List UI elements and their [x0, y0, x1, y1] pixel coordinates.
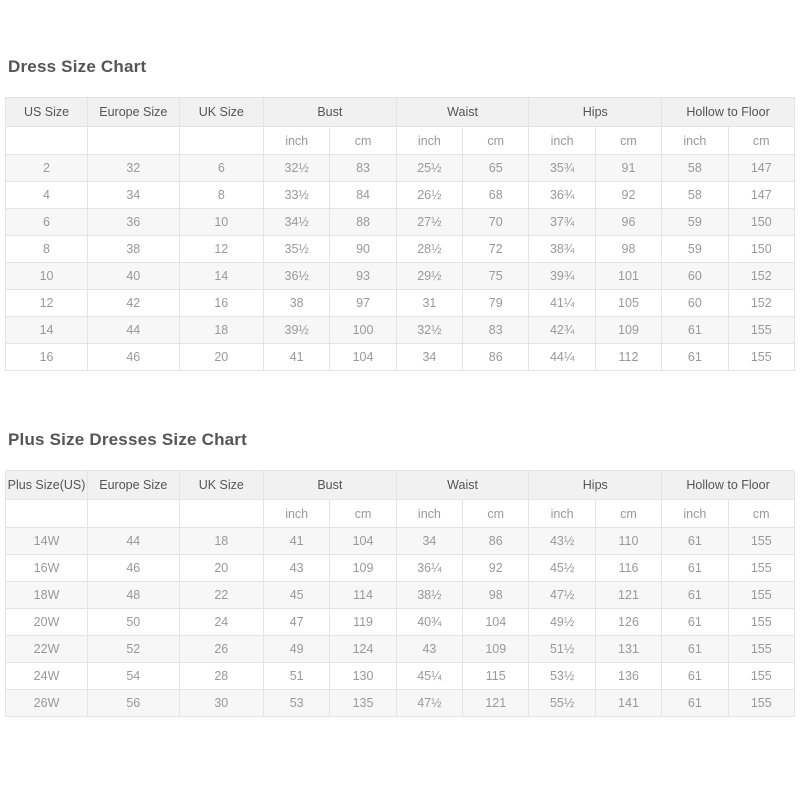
unit-header: inch	[529, 500, 595, 528]
table-cell: 43	[264, 555, 330, 582]
table-cell: 92	[595, 182, 661, 209]
table-cell: 10	[179, 209, 263, 236]
group-header: Bust	[264, 98, 397, 127]
table-cell: 36	[88, 209, 180, 236]
empty-header-cell	[6, 127, 88, 155]
table-cell: 92	[463, 555, 529, 582]
table-cell: 105	[595, 290, 661, 317]
unit-header: inch	[529, 127, 595, 155]
table-cell: 44¼	[529, 344, 595, 371]
table-cell: 32	[88, 155, 180, 182]
table-cell: 79	[463, 290, 529, 317]
unit-header: inch	[662, 500, 728, 528]
table-cell: 18W	[6, 582, 88, 609]
table-cell: 12	[6, 290, 88, 317]
table-cell: 47½	[529, 582, 595, 609]
table-cell: 136	[595, 663, 661, 690]
dress-size-table	[5, 97, 795, 371]
table-cell: 41	[264, 528, 330, 555]
table-cell: 28	[179, 663, 263, 690]
table-cell: 44	[88, 528, 180, 555]
table-cell: 29½	[396, 263, 462, 290]
table-cell: 24	[179, 609, 263, 636]
unit-header: inch	[396, 127, 462, 155]
table-cell: 45¼	[396, 663, 462, 690]
table-row	[6, 582, 795, 609]
table-cell: 101	[595, 263, 661, 290]
table-cell: 4	[6, 182, 88, 209]
table-cell: 10	[6, 263, 88, 290]
table-cell: 35¾	[529, 155, 595, 182]
table-cell: 88	[330, 209, 396, 236]
unit-header: cm	[595, 127, 661, 155]
table-cell: 61	[662, 663, 728, 690]
table-cell: 51½	[529, 636, 595, 663]
table-cell: 124	[330, 636, 396, 663]
unit-header-row	[6, 127, 795, 155]
dress-size-table-body	[6, 155, 795, 371]
table-cell: 100	[330, 317, 396, 344]
table-cell: 61	[662, 528, 728, 555]
table-cell: 109	[595, 317, 661, 344]
table-cell: 34	[396, 344, 462, 371]
table-cell: 27½	[396, 209, 462, 236]
table-row	[6, 528, 795, 555]
table-cell: 47	[264, 609, 330, 636]
table-cell: 56	[88, 690, 180, 717]
table-cell: 98	[463, 582, 529, 609]
table-cell: 104	[463, 609, 529, 636]
table-row	[6, 690, 795, 717]
table-cell: 155	[728, 344, 794, 371]
header-row	[6, 471, 795, 500]
table-cell: 54	[88, 663, 180, 690]
column-header: US Size	[6, 98, 88, 127]
table-row	[6, 344, 795, 371]
table-cell: 26½	[396, 182, 462, 209]
table-cell: 61	[662, 690, 728, 717]
column-header: UK Size	[179, 98, 263, 127]
table-cell: 38	[88, 236, 180, 263]
group-header: Bust	[264, 471, 397, 500]
table-cell: 98	[595, 236, 661, 263]
group-header: Hips	[529, 471, 662, 500]
empty-header-cell	[179, 500, 263, 528]
table-cell: 18	[179, 528, 263, 555]
unit-header: cm	[728, 127, 794, 155]
table-cell: 130	[330, 663, 396, 690]
table-cell: 86	[463, 528, 529, 555]
table-cell: 104	[330, 344, 396, 371]
table-cell: 49	[264, 636, 330, 663]
table-cell: 50	[88, 609, 180, 636]
table-cell: 39½	[264, 317, 330, 344]
table-cell: 114	[330, 582, 396, 609]
table-cell: 83	[463, 317, 529, 344]
unit-header: cm	[463, 500, 529, 528]
table-cell: 58	[662, 182, 728, 209]
table-cell: 24W	[6, 663, 88, 690]
plus-size-chart-title: Plus Size Dresses Size Chart	[8, 430, 247, 449]
table-cell: 61	[662, 609, 728, 636]
table-cell: 6	[6, 209, 88, 236]
table-cell: 14	[179, 263, 263, 290]
table-cell: 121	[595, 582, 661, 609]
group-header: Hollow to Floor	[662, 471, 795, 500]
group-header: Waist	[396, 471, 529, 500]
table-cell: 22W	[6, 636, 88, 663]
table-cell: 59	[662, 236, 728, 263]
table-cell: 49½	[529, 609, 595, 636]
table-cell: 91	[595, 155, 661, 182]
table-cell: 8	[6, 236, 88, 263]
table-cell: 104	[330, 528, 396, 555]
table-cell: 38¾	[529, 236, 595, 263]
empty-header-cell	[88, 500, 180, 528]
table-row	[6, 555, 795, 582]
table-cell: 61	[662, 344, 728, 371]
table-cell: 121	[463, 690, 529, 717]
table-cell: 75	[463, 263, 529, 290]
empty-header-cell	[88, 127, 180, 155]
table-cell: 51	[264, 663, 330, 690]
table-cell: 33½	[264, 182, 330, 209]
table-cell: 20	[179, 555, 263, 582]
table-cell: 28½	[396, 236, 462, 263]
column-header: Europe Size	[88, 98, 180, 127]
column-header: Plus Size(US)	[6, 471, 88, 500]
table-cell: 155	[728, 317, 794, 344]
table-cell: 58	[662, 155, 728, 182]
table-cell: 31	[396, 290, 462, 317]
plus-size-table-head	[6, 471, 795, 528]
table-cell: 25½	[396, 155, 462, 182]
table-cell: 155	[728, 690, 794, 717]
table-cell: 110	[595, 528, 661, 555]
table-cell: 150	[728, 236, 794, 263]
table-cell: 20W	[6, 609, 88, 636]
unit-header: inch	[662, 127, 728, 155]
unit-header-row	[6, 500, 795, 528]
table-cell: 36¾	[529, 182, 595, 209]
table-cell: 42¾	[529, 317, 595, 344]
table-cell: 14W	[6, 528, 88, 555]
table-cell: 16	[179, 290, 263, 317]
table-cell: 38	[264, 290, 330, 317]
unit-header: inch	[264, 127, 330, 155]
table-row	[6, 609, 795, 636]
table-cell: 46	[88, 344, 180, 371]
table-row	[6, 209, 795, 236]
table-cell: 109	[330, 555, 396, 582]
table-cell: 126	[595, 609, 661, 636]
table-cell: 35½	[264, 236, 330, 263]
table-cell: 45½	[529, 555, 595, 582]
table-cell: 40	[88, 263, 180, 290]
table-cell: 70	[463, 209, 529, 236]
table-cell: 37¾	[529, 209, 595, 236]
group-header: Waist	[396, 98, 529, 127]
table-cell: 155	[728, 528, 794, 555]
table-cell: 131	[595, 636, 661, 663]
dress-size-table-head	[6, 98, 795, 155]
group-header: Hollow to Floor	[662, 98, 795, 127]
table-cell: 61	[662, 555, 728, 582]
table-cell: 68	[463, 182, 529, 209]
group-header: Hips	[529, 98, 662, 127]
table-cell: 83	[330, 155, 396, 182]
table-row	[6, 155, 795, 182]
table-cell: 44	[88, 317, 180, 344]
table-cell: 93	[330, 263, 396, 290]
table-cell: 45	[264, 582, 330, 609]
table-cell: 90	[330, 236, 396, 263]
table-cell: 59	[662, 209, 728, 236]
table-cell: 112	[595, 344, 661, 371]
table-cell: 86	[463, 344, 529, 371]
dress-size-chart-title: Dress Size Chart	[8, 57, 147, 76]
table-cell: 72	[463, 236, 529, 263]
table-cell: 16W	[6, 555, 88, 582]
table-cell: 155	[728, 582, 794, 609]
table-cell: 47½	[396, 690, 462, 717]
plus-size-table-body	[6, 528, 795, 717]
table-cell: 60	[662, 263, 728, 290]
table-cell: 34½	[264, 209, 330, 236]
table-cell: 43½	[529, 528, 595, 555]
table-cell: 39¾	[529, 263, 595, 290]
table-cell: 135	[330, 690, 396, 717]
table-cell: 155	[728, 636, 794, 663]
table-cell: 84	[330, 182, 396, 209]
table-row	[6, 636, 795, 663]
table-cell: 52	[88, 636, 180, 663]
table-cell: 61	[662, 317, 728, 344]
unit-header: cm	[728, 500, 794, 528]
unit-header: inch	[264, 500, 330, 528]
unit-header: inch	[396, 500, 462, 528]
table-cell: 147	[728, 155, 794, 182]
table-cell: 155	[728, 555, 794, 582]
table-row	[6, 236, 795, 263]
unit-header: cm	[330, 127, 396, 155]
table-cell: 152	[728, 290, 794, 317]
table-cell: 38½	[396, 582, 462, 609]
table-cell: 43	[396, 636, 462, 663]
table-cell: 26W	[6, 690, 88, 717]
table-cell: 155	[728, 663, 794, 690]
table-row	[6, 663, 795, 690]
table-cell: 60	[662, 290, 728, 317]
table-cell: 96	[595, 209, 661, 236]
table-cell: 20	[179, 344, 263, 371]
table-cell: 32½	[264, 155, 330, 182]
table-cell: 18	[179, 317, 263, 344]
unit-header: cm	[463, 127, 529, 155]
table-cell: 155	[728, 609, 794, 636]
table-cell: 147	[728, 182, 794, 209]
table-cell: 53½	[529, 663, 595, 690]
table-cell: 26	[179, 636, 263, 663]
table-cell: 61	[662, 636, 728, 663]
table-cell: 48	[88, 582, 180, 609]
table-cell: 119	[330, 609, 396, 636]
table-cell: 53	[264, 690, 330, 717]
table-cell: 40¾	[396, 609, 462, 636]
unit-header: cm	[330, 500, 396, 528]
table-cell: 65	[463, 155, 529, 182]
plus-size-table	[5, 470, 795, 717]
table-cell: 55½	[529, 690, 595, 717]
table-row	[6, 263, 795, 290]
empty-header-cell	[179, 127, 263, 155]
table-cell: 6	[179, 155, 263, 182]
table-cell: 61	[662, 582, 728, 609]
table-cell: 41¼	[529, 290, 595, 317]
table-cell: 30	[179, 690, 263, 717]
table-cell: 150	[728, 209, 794, 236]
table-cell: 116	[595, 555, 661, 582]
table-cell: 42	[88, 290, 180, 317]
table-cell: 141	[595, 690, 661, 717]
table-row	[6, 290, 795, 317]
table-cell: 97	[330, 290, 396, 317]
column-header: UK Size	[179, 471, 263, 500]
table-row	[6, 317, 795, 344]
table-cell: 14	[6, 317, 88, 344]
table-cell: 152	[728, 263, 794, 290]
column-header: Europe Size	[88, 471, 180, 500]
table-cell: 109	[463, 636, 529, 663]
table-cell: 2	[6, 155, 88, 182]
table-row	[6, 182, 795, 209]
table-cell: 46	[88, 555, 180, 582]
unit-header: cm	[595, 500, 661, 528]
table-cell: 34	[88, 182, 180, 209]
empty-header-cell	[6, 500, 88, 528]
table-cell: 115	[463, 663, 529, 690]
table-cell: 16	[6, 344, 88, 371]
table-cell: 22	[179, 582, 263, 609]
table-cell: 36¼	[396, 555, 462, 582]
table-cell: 41	[264, 344, 330, 371]
table-cell: 8	[179, 182, 263, 209]
table-cell: 12	[179, 236, 263, 263]
table-cell: 32½	[396, 317, 462, 344]
table-cell: 34	[396, 528, 462, 555]
table-cell: 36½	[264, 263, 330, 290]
header-row	[6, 98, 795, 127]
